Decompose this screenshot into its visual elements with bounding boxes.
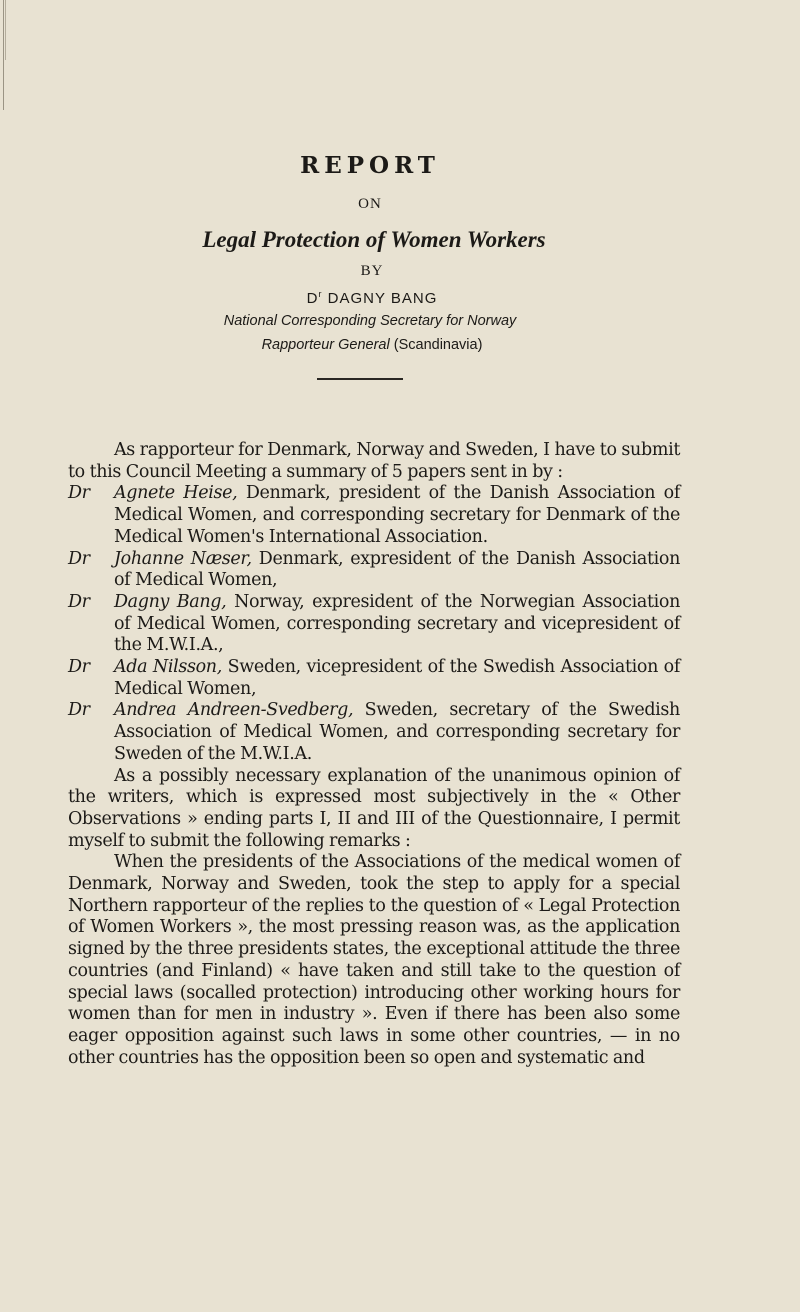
paper-author-name: Andrea Andreen-Svedberg, [114,700,354,721]
author-name: DAGNY BANG [327,290,438,307]
paper-author-description: Sweden, vicepresident of the Swedish Association of Medical Women, [114,657,680,699]
paper-entry [68,657,680,700]
explanation-paragraph: As a possibly necessary explanation of the unanimous opinion of the writers, which is expressed most subjectively in the « Other Observations » ending parts I, II and III of the Questionnaire, I permit myself to submit the following remarks : [68,765,680,851]
paper-author-name: Agnete Heise, [114,483,238,504]
paper-author-description: Sweden, secretary of the Swedish Association of Medical Women, and corresponding secretary for Sweden of the M.W.I.A. [114,700,680,764]
paper-title: Dr [68,657,90,678]
author-prefix: D [306,290,319,307]
report-author [0,289,744,307]
paper-title: Dr [68,700,90,721]
paper-title: Dr [68,591,90,612]
paper-entry [68,549,680,592]
header-divider [317,378,403,380]
intro-paragraph: As rapporteur for Denmark, Norway and Sweden, I have to submit to this Council Meeting a summary of 5 papers sent in by : [68,440,680,482]
author-prefix-sup: r [318,289,323,299]
paper-title: Dr [68,483,90,504]
paper-title: Dr [68,548,90,569]
author-role-1: National Corresponding Secretary for Norway [223,313,517,329]
report-body [68,440,680,1069]
paper-entry [68,483,680,548]
paper-author-name: Dagny Bang, [114,591,227,612]
paper-entry [68,592,680,657]
author-role-2 [0,337,744,353]
paper-author-name: Ada Nilsson, [114,657,222,678]
page-edge-mark [5,0,6,60]
paper-author-description: Denmark, expresident of the Danish Association of Medical Women, [114,548,680,591]
report-subject: Legal Protection of Women Workers [202,227,546,252]
paper-author-description: Norway, expresident of the Norwegian Association of Medical Women, corresponding secretary and vicepresident of the M.W.I.A., [114,591,680,656]
report-by: BY [360,263,384,279]
report-title: REPORT [300,152,440,179]
author-role-2-region: (Scandinavia) [393,337,483,353]
page-edge-mark [3,0,4,110]
context-paragraph: When the presidents of the Associations of the medical women of Denmark, Norway and Sweden, took the step to apply for a special Northern rapporteur of the replies to the question of « Legal Protection of Women Workers », the most pressing reason was, as the application signed by the three presidents states, the exceptional attitude the three countries (and Finland) « have taken and still take to the question of special laws (socalled protection) introducing other working hours for women than for men in industry ». Even if there has been also some eager opposition against such laws in some other countries, — in no other countries has the opposition been so open and systematic and [68,852,680,1068]
paper-author-description: Denmark, president of the Danish Association of Medical Women, and corresponding secretary for Denmark of the Medical Women's International Association. [114,483,680,547]
paper-entry [68,700,680,765]
author-role-2-title: Rapporteur General [261,337,390,353]
paper-author-name: Johanne Næser, [114,548,252,569]
report-on: ON [358,196,382,212]
